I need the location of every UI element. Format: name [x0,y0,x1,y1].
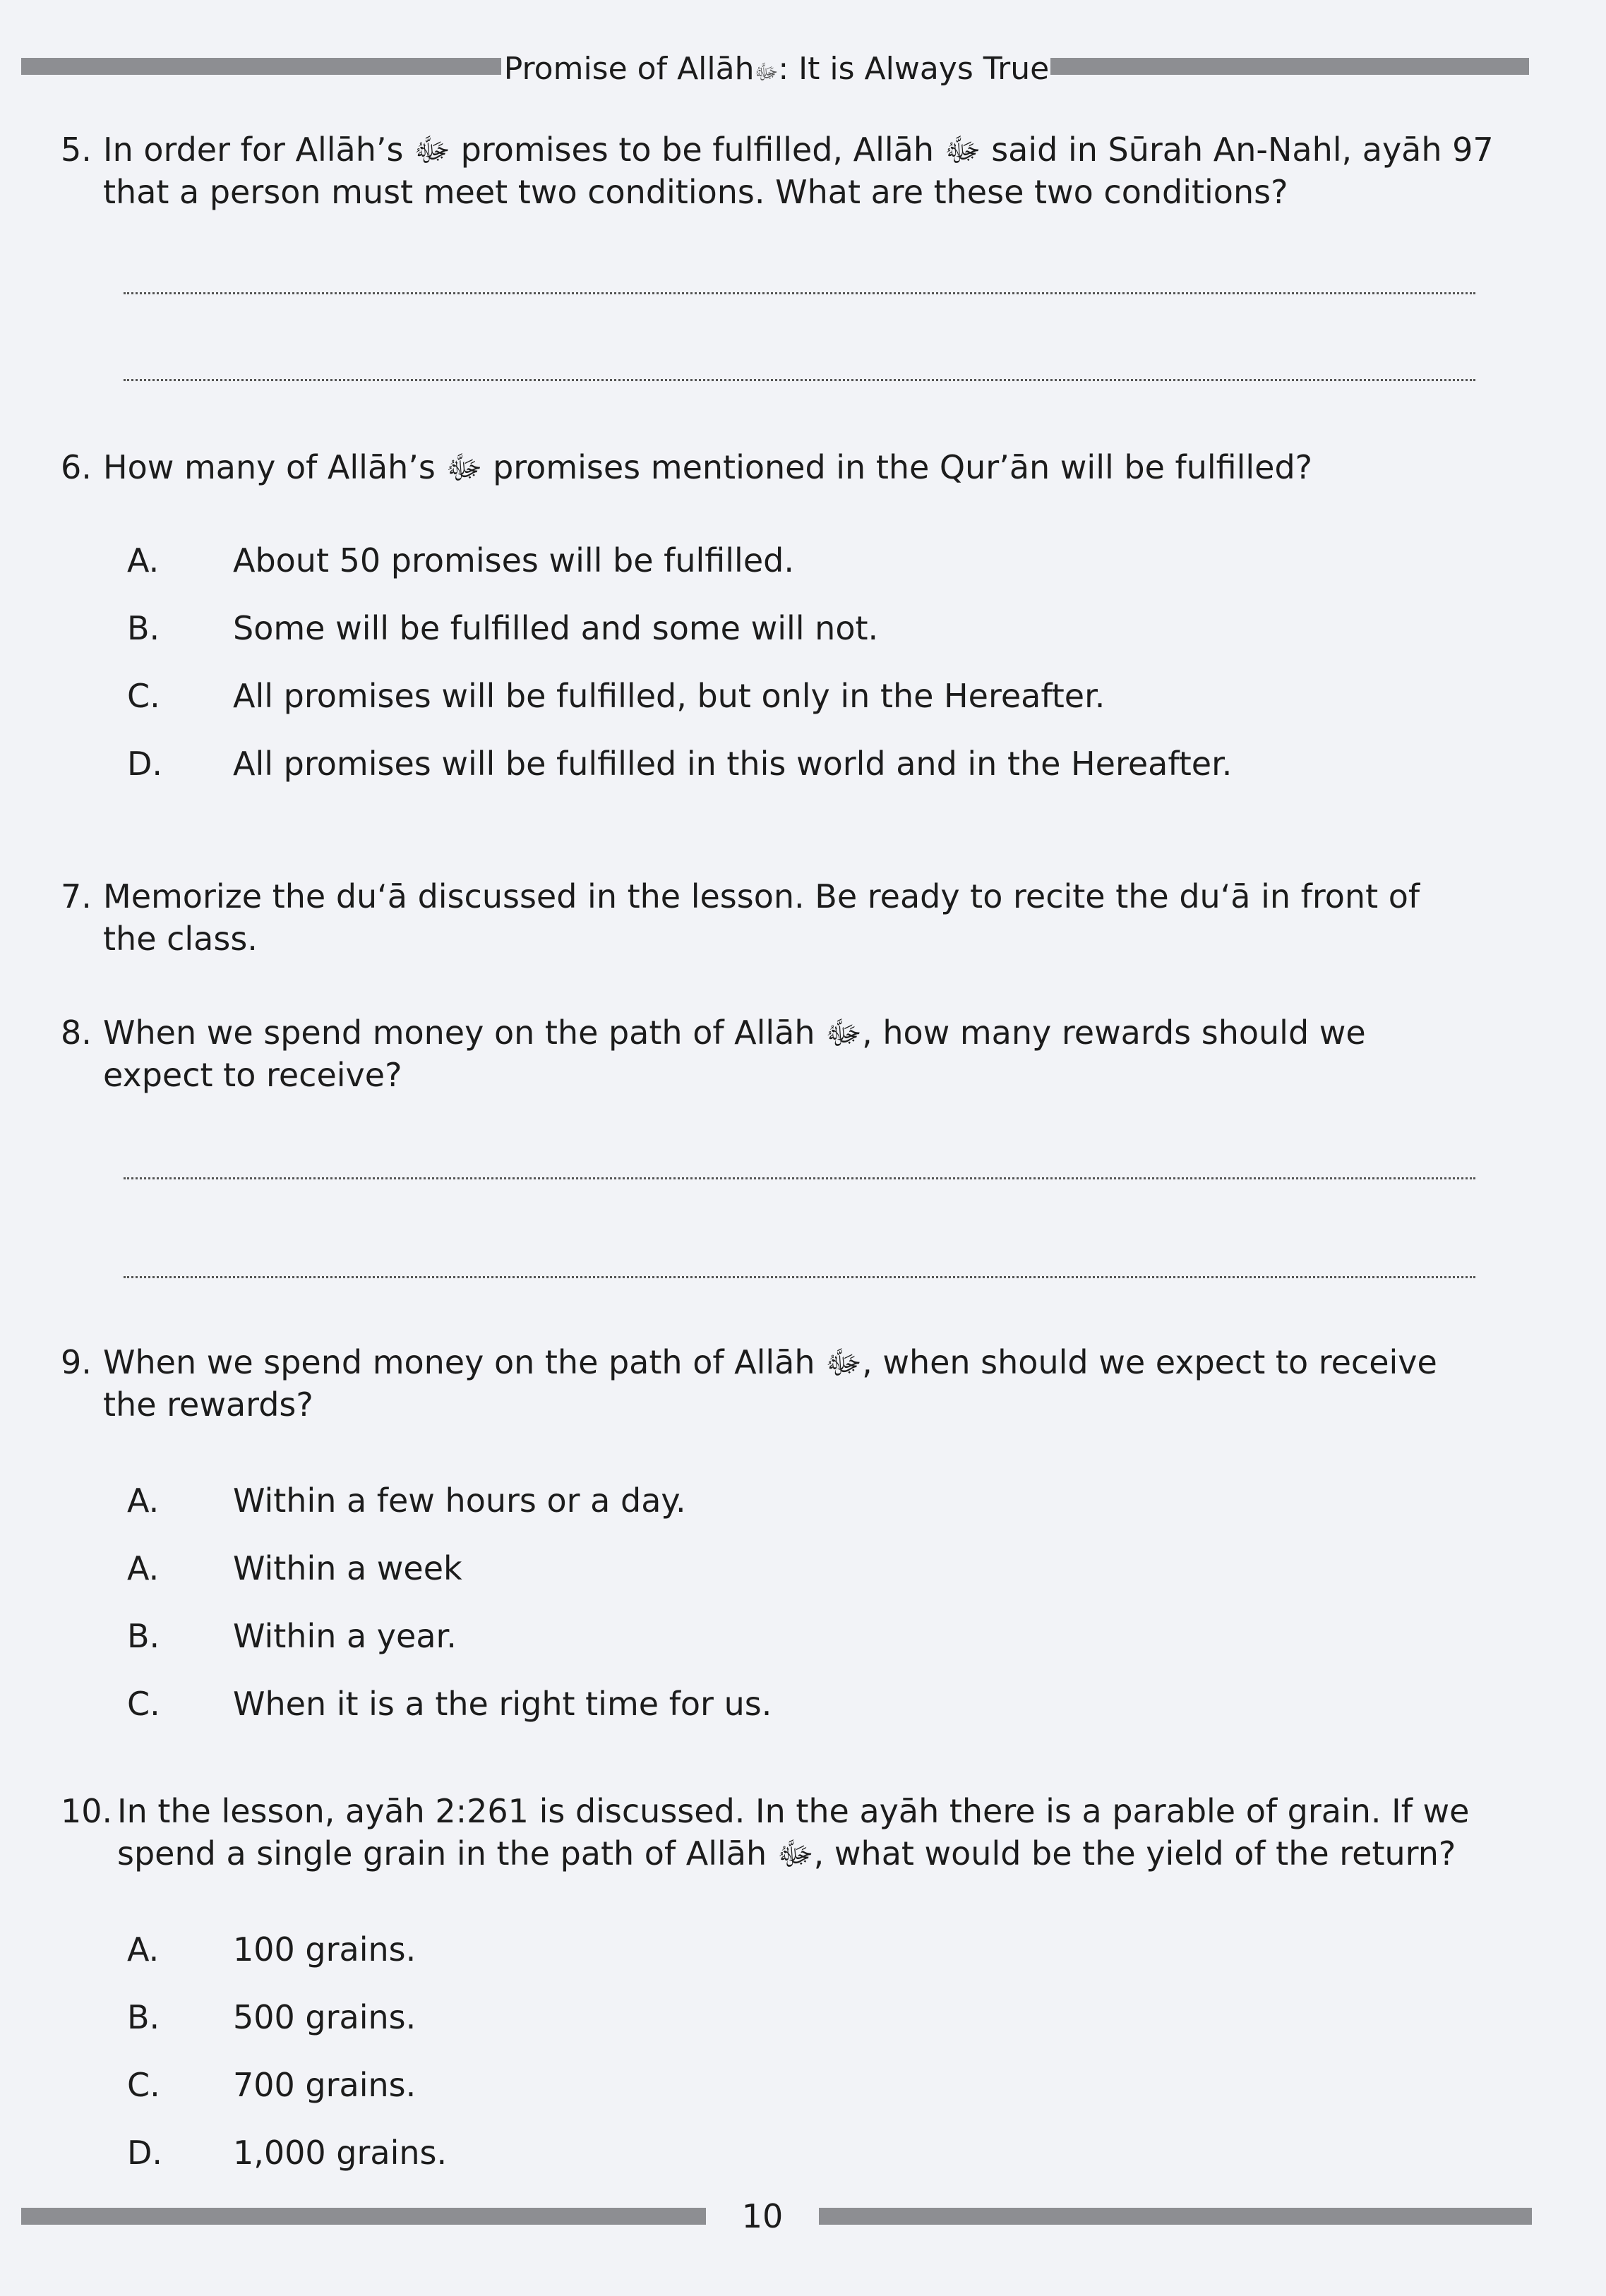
question-text-line-2: that a person must meet two conditions. What are these two conditions? [103,173,1288,211]
question-number: 5. [61,131,92,169]
question-text-line-2: expect to receive? [103,1056,402,1094]
question-8 [61,1011,1543,1096]
question-6 [61,446,1543,488]
question-number: 10. [61,1792,113,1830]
answer-line[interactable] [124,379,1475,381]
question-7 [61,875,1543,960]
header-bar-left [21,58,501,75]
option-text: When it is a the right time for us. [233,1685,772,1723]
question-text-line-1: Memorize the du‘ā discussed in the lesson. Be ready to recite the du‘ā in front of [103,877,1420,915]
answer-line[interactable] [124,1276,1475,1278]
option-letter: C. [127,2066,160,2104]
answer-line[interactable] [124,292,1475,294]
option-text: Within a week [233,1549,462,1587]
option-text: 100 grains. [233,1930,417,1969]
option-text: 1,000 grains. [233,2134,448,2172]
option-letter: B. [127,1617,160,1655]
option-text: Within a year. [233,1617,457,1655]
option-letter: A. [127,1930,160,1969]
question-9 [61,1341,1543,1426]
title-after: : It is Always True [778,51,1050,87]
option-letter: A. [127,541,160,579]
option-text: All promises will be fulfilled, but only in the Hereafter. [233,677,1105,715]
option-text: Some will be fulfilled and some will not. [233,609,879,647]
option-letter: C. [127,677,160,715]
question-number: 6. [61,448,92,486]
question-text-line-2: the class. [103,920,258,958]
option-text: All promises will be fulfilled in this world and in the Hereafter. [233,745,1233,783]
page-footer [0,2195,1606,2237]
page-number: 10 [741,2197,784,2235]
page-title [503,49,1050,92]
title-before: Promise of Allāh [503,51,755,87]
option-letter: B. [127,1998,160,2036]
question-text-line-1: How many of Allāh’s ﷻ promises mentioned in the Qur’ān will be fulfilled? [103,448,1313,486]
honorific-glyph: ﷻ [754,60,779,85]
option-text: 500 grains. [233,1998,417,2036]
option-letter: A. [127,1549,160,1587]
question-text-line-2: spend a single grain in the path of Allāh ﷻ, what would be the yield of the return? [117,1834,1456,1873]
header-bar-right [1050,58,1529,75]
question-number: 7. [61,877,92,915]
question-text-line-1: When we spend money on the path of Allāh ﷻ, how many rewards should we [103,1014,1366,1052]
option-letter: B. [127,609,160,647]
footer-bar-left [21,2208,706,2225]
option-letter: C. [127,1685,160,1723]
option-letter: D. [127,745,163,783]
question-text-line-1: In order for Allāh’s ﷻ promises to be fulfilled, Allāh ﷻ said in Sūrah An-Nahl, ayāh 97 [103,131,1494,169]
question-10 [61,1790,1543,1875]
answer-line[interactable] [124,1177,1475,1179]
option-letter: A. [127,1481,160,1520]
question-text-line-1: In the lesson, ayāh 2:261 is discussed. In the ayāh there is a parable of grain. If we [117,1792,1470,1830]
question-text-line-2: the rewards? [103,1386,313,1424]
page-header [0,49,1606,89]
option-text: Within a few hours or a day. [233,1481,686,1520]
option-text: 700 grains. [233,2066,417,2104]
footer-bar-right [819,2208,1532,2225]
question-number: 8. [61,1014,92,1052]
question-number: 9. [61,1343,92,1381]
question-5 [61,128,1543,213]
option-letter: D. [127,2134,163,2172]
question-text-line-1: When we spend money on the path of Allāh ﷻ, when should we expect to receive [103,1343,1437,1381]
option-text: About 50 promises will be fulfilled. [233,541,794,579]
